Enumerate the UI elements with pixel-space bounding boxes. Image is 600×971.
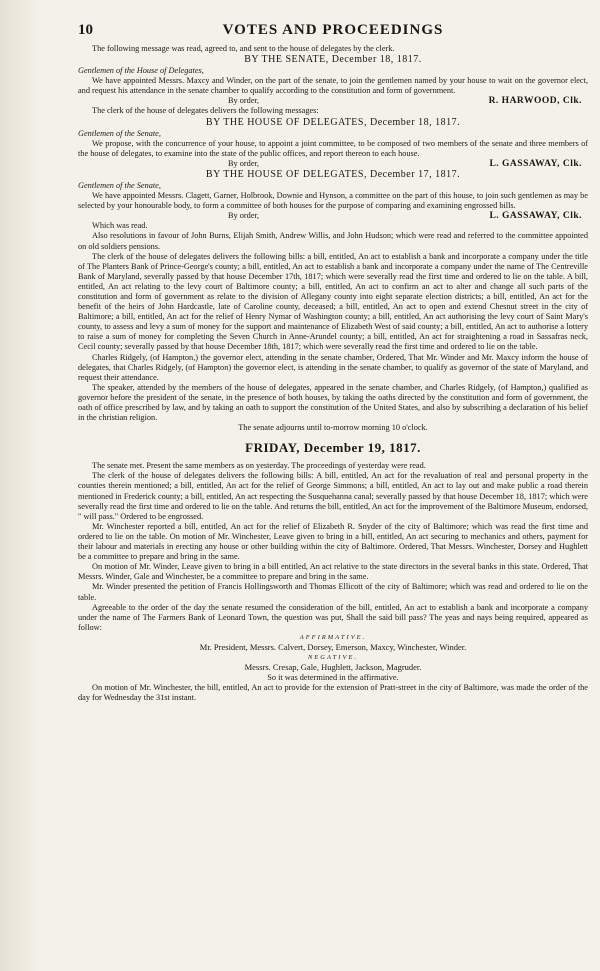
signature-line <box>78 211 588 221</box>
signature-clerk: L. GASSAWAY, Clk. <box>489 211 582 222</box>
signature-line <box>78 159 588 169</box>
centered-line: The senate adjourns until to-morrow morning 10 o'clock. <box>238 423 428 433</box>
paragraph: The clerk of the house of delegates delivers the following bills: a bill, entitled, An act to establish a bank and incorporate a company under the title of The Planters Bank of Prince-George's county; a bill, entitled, An act to establish a bank and incorporate a company under the name of The Centreville Bank of Maryland, severally passed by that house December 17th, 1817; which were severally read the first time and ordered to lie on the table. A bill, entitled, An act relating to the levy court of Baltimore county; a bill, entitled, An act to confirm an act to alter and change all such parts of the constitution and form of government as relate to the division of Allegany county into eight separate election districts; a bill, entitled, An act for the benefit of the heirs of John Hardcastle, late of Caroline county, deceased; a bill, entitled, An act to open and extend Chesnut street in the city of Baltimore; a bill, entitled, An act for the relief of Henry Nymar of Washington county; a bill, entitled, An act authorising the levy court of Saint Mary's county, to assess and levy a sum of money for the support and maintenance of Elizabeth West of said county; a bill, entitled, An act to authorise a lottery to raise a sum of money for completing the Seven Church in Anne-Arundel county; a bill, entitled, An act for straightening a road in Sassafras neck, Cecil county; severally passed by that house December 18th, 1817; which were severally read the first time and ordered to lie on the table. <box>78 251 588 352</box>
paragraph: We propose, with the concurrence of your house, to appoint a joint committee, to be composed of two members of the senate and three members of the house of delegates, to examine into the state of the public offices, and report thereon to each house. <box>78 138 588 158</box>
message-heading: BY THE HOUSE OF DELEGATES, December 17, 1817. <box>205 168 461 180</box>
paragraph: Agreeable to the order of the day the senate resumed the consideration of the bill, entitled, An act to establish a bank and incorporate a company under the name of The Farmers Bank of Leonard Town, the question was put, Shall the said bill pass? The yeas and nays being required, appeared as follow: <box>78 602 588 632</box>
paragraph: On motion of Mr. Winchester, the bill, entitled, An act to provide for the extension of Pratt-street in the city of Baltimore, was made the order of the day for Wednesday the 31st instant. <box>78 682 588 703</box>
salutation: Gentlemen of the Senate, <box>78 180 161 190</box>
page-header <box>78 22 588 44</box>
signature-clerk: R. HARWOOD, Clk. <box>488 96 582 107</box>
day-heading: FRIDAY, December 19, 1817. <box>245 440 421 456</box>
paragraph: Which was read. <box>92 221 148 231</box>
message-heading: BY THE HOUSE OF DELEGATES, December 18, 1817. <box>205 116 461 128</box>
paragraph: We have appointed Messrs. Clagett, Garner, Holbrook, Downie and Hynson, a committee on the part of this house, to join such gentlemen as may be selected by your honourable body, to form a committee of both houses for the purpose of comparing and examining engrossed bills. <box>78 191 588 211</box>
paragraph: The following message was read, agreed to, and sent to the house of delegates by the clerk. <box>92 44 395 53</box>
signature-by-order: By order, <box>228 96 260 106</box>
running-title: VOTES AND PROCEEDINGS <box>222 22 444 38</box>
message-heading: BY THE SENATE, December 18, 1817. <box>244 54 422 66</box>
paragraph: Charles Ridgely, (of Hampton,) the governor elect, attending in the senate chamber, Ordered, That Mr. Winder and Mr. Maxcy inform the house of delegates, that Charles Ridgely, (of Hampton) the governor elect, is attending in the senate chamber, to qualify as governor of the state of Maryland, and request their attendance. <box>78 352 588 382</box>
vote-names: Messrs. Cresap, Gale, Hughlett, Jackson, Magruder. <box>244 661 422 672</box>
centered-line: So it was determined in the affirmative. <box>267 672 399 682</box>
signature-clerk: L. GASSAWAY, Clk. <box>489 158 582 169</box>
paragraph: The clerk of the house of delegates delivers the following messages: <box>92 106 319 116</box>
salutation: Gentlemen of the Senate, <box>78 128 161 138</box>
signature-by-order: By order, <box>228 158 260 168</box>
paragraph: We have appointed Messrs. Maxcy and Winder, on the part of the senate, to join the gentlemen named by your house to wait on the governor elect, and request his attendance in the senate chamber to qualify according to the constitution and form of government. <box>78 76 588 96</box>
paragraph: The senate met. Present the same members as on yesterday. The proceedings of yesterday were read. <box>92 461 426 471</box>
paragraph: The clerk of the house of delegates delivers the following bills: A bill, entitled, An act for the revaluation of real and personal property in the counties therein mentioned; a bill, entitled, An act for the relief of George Simmons; a bill, entitled, An act to lay out and make public a road therein mentioned in Frederick county; a bill, entitled, An act respecting the Susquehanna canal; severally passed by that house December 18, 1817; which were severally read the first time and ordered to lie on the table. And returns the bill, entitled, An act for the improvement of the Baltimore Museum, endorsed, " will pass." Ordered to be engrossed. <box>78 471 588 521</box>
salutation: Gentlemen of the House of Delegates, <box>78 66 204 76</box>
page-number: 10 <box>78 22 93 38</box>
vote-names: Mr. President, Messrs. Calvert, Dorsey, Emerson, Maxcy, Winchester, Winder. <box>199 641 467 652</box>
document-body <box>78 44 588 703</box>
paragraph: The speaker, attended by the members of the house of delegates, appeared in the senate chamber, and Charles Ridgely, (of Hampton,) qualified as governor before the president of the senate, in the presence of both houses, by taking the oaths directed by the constitution and form of government, the oath of office prescribed by law, and by taking an oath to support the constitution of the United States, and also by subscribing a declaration of his belief in the christian religion. <box>78 382 588 423</box>
paragraph: Mr. Winder presented the petition of Francis Hollingsworth and Thomas Ellicott of the city of Baltimore; which was read and ordered to lie on the table. <box>78 582 588 602</box>
paragraph: Also resolutions in favour of John Burns, Elijah Smith, Andrew Willis, and John Hudson; which were read and referred to the committee appointed on old soldiers pensions. <box>78 231 588 251</box>
signature-by-order: By order, <box>228 211 260 221</box>
vote-label: NEGATIVE. <box>307 653 359 661</box>
vote-label: AFFIRMATIVE. <box>299 633 367 641</box>
signature-line <box>78 96 588 106</box>
paragraph: On motion of Mr. Winder, Leave given to bring in a bill entitled, An act relative to the state directors in the several banks in this state. Ordered, That Messrs. Winder, Gale and Winchester, be a committee to prepare and bring in the same. <box>78 562 588 582</box>
paragraph: Mr. Winchester reported a bill, entitled, An act for the relief of Elizabeth R. Snyder of the city of Baltimore; which was read the first time and ordered to lie on the table. On motion of Mr. Winchester, Leave given to bring in a bill, entitled, An act securing to mechanics and others, payment for their labour and materials in erecting any house or other building within the city of Baltimore. Ordered, That Messrs. Winchester, Dorsey and Hughlett be a committee to prepare and bring in the same. <box>78 521 588 562</box>
